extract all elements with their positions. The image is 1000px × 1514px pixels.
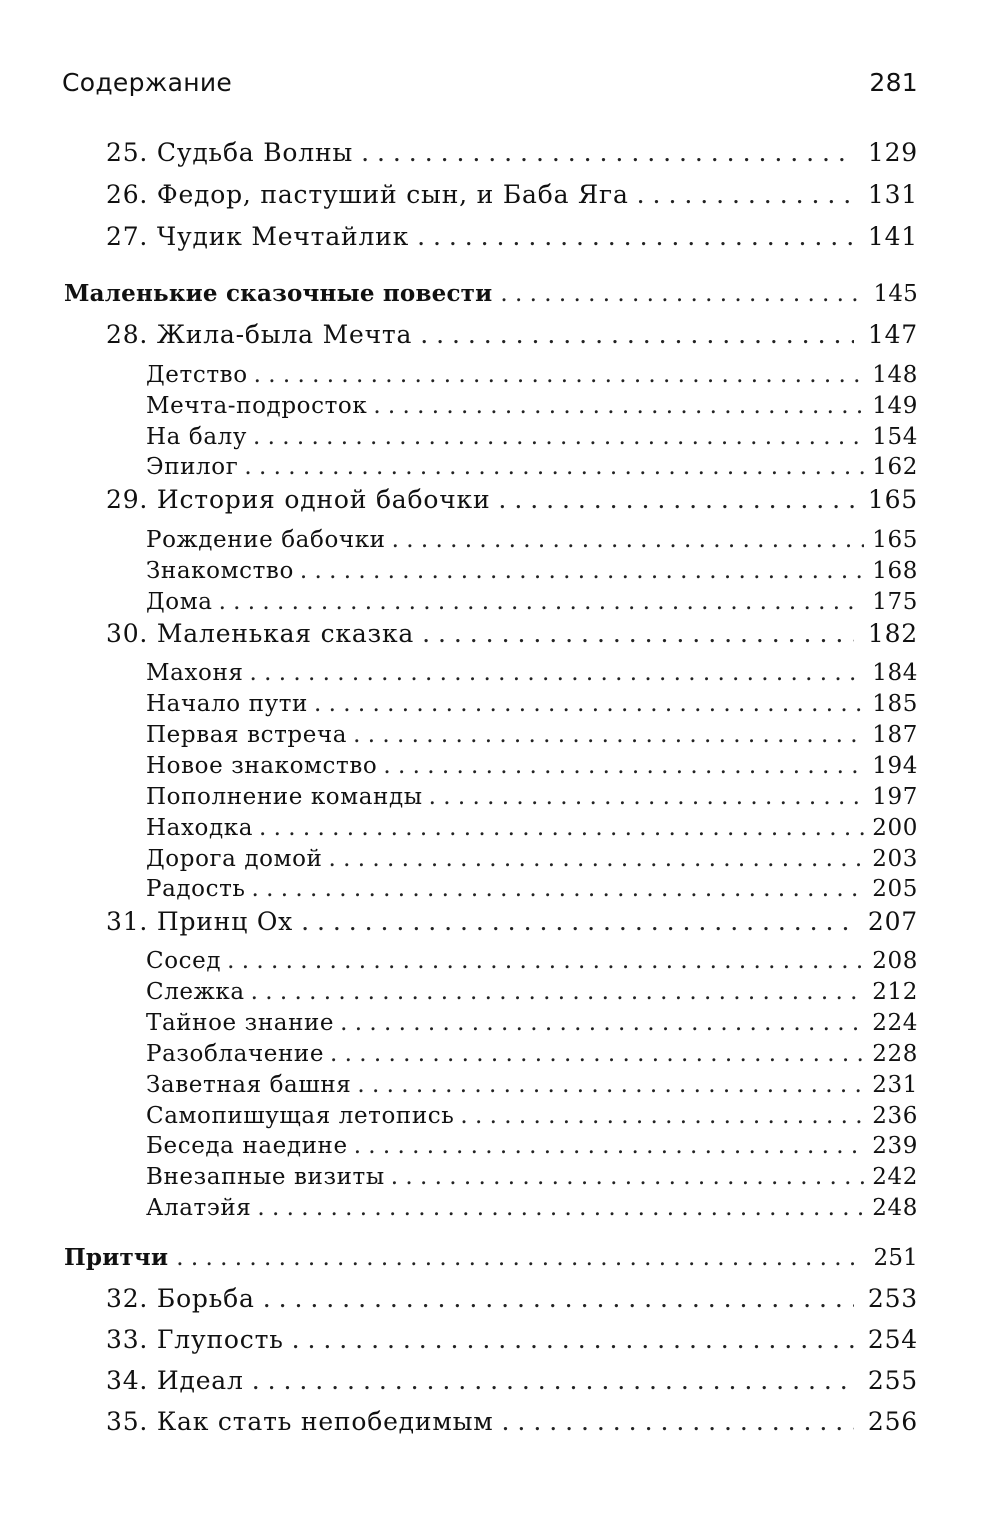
toc-subentry <box>0 523 1000 557</box>
toc-entry-title: Начало пути <box>146 691 308 717</box>
toc-subentry <box>0 687 1000 721</box>
toc-entry-title: 33. Глупость <box>106 1325 284 1354</box>
toc-entry-title: 30. Маленькая сказка <box>106 619 415 648</box>
dot-leader <box>244 450 864 484</box>
toc-entry-page: 228 <box>872 1041 918 1067</box>
toc-entry-title: Заветная башня <box>146 1072 352 1098</box>
toc-subentry <box>0 1191 1000 1225</box>
dot-leader <box>259 811 864 845</box>
toc-subentry <box>0 656 1000 690</box>
toc-entry-title: Знакомство <box>146 558 294 584</box>
dot-leader <box>257 1191 864 1225</box>
toc-entry-page: 207 <box>867 907 918 936</box>
toc-subentry <box>0 585 1000 619</box>
dot-leader <box>252 872 865 906</box>
toc-entry-page: 242 <box>872 1164 918 1190</box>
toc-subentry <box>0 1068 1000 1102</box>
toc-subentry <box>0 1129 1000 1163</box>
toc-entry-title: Детство <box>146 362 248 388</box>
dot-leader <box>314 687 864 721</box>
toc-entry-page: 168 <box>872 558 918 584</box>
toc-subentry <box>0 718 1000 752</box>
toc-entry-page: 254 <box>867 1325 918 1354</box>
toc-entry-page: 165 <box>867 485 918 514</box>
toc-entry-title: Притчи <box>64 1244 169 1271</box>
dot-leader <box>498 483 853 517</box>
toc-entry-page: 239 <box>872 1133 918 1159</box>
dot-leader <box>417 220 854 254</box>
toc-entry-page: 131 <box>867 180 918 209</box>
toc-subentry <box>0 450 1000 484</box>
toc-entry-page: 145 <box>873 281 918 307</box>
dot-leader <box>330 1037 864 1071</box>
toc-entry-title: 32. Борьба <box>106 1284 255 1313</box>
toc-entry-page: 129 <box>867 138 918 167</box>
toc-entry-title: Махоня <box>146 660 244 686</box>
dot-leader <box>429 780 865 814</box>
toc-entry-title: Новое знакомство <box>146 753 378 779</box>
toc-entry-page: 255 <box>867 1366 918 1395</box>
toc-subentry <box>0 1099 1000 1133</box>
toc-entry-title: На балу <box>146 424 247 450</box>
dot-leader <box>252 1364 854 1398</box>
toc-entry-page: 147 <box>867 320 918 349</box>
toc-entry-page: 200 <box>872 815 918 841</box>
toc-entry-page: 253 <box>867 1284 918 1313</box>
toc-entry-title: Внезапные визиты <box>146 1164 385 1190</box>
toc-subentry <box>0 872 1000 906</box>
toc-entry-page: 165 <box>872 527 918 553</box>
toc-entry-title: Алатэйя <box>146 1195 252 1221</box>
toc-entry-page: 154 <box>872 424 918 450</box>
page-title: Содержание <box>62 68 233 97</box>
toc-chapter <box>0 220 1000 254</box>
dot-leader <box>637 178 854 212</box>
toc-subentry <box>0 389 1000 423</box>
toc-entry-title: Мечта-подросток <box>146 393 368 419</box>
toc-entry-page: 187 <box>872 722 918 748</box>
toc-subentry <box>0 842 1000 876</box>
toc-section <box>0 1241 1000 1275</box>
toc-subentry <box>0 358 1000 392</box>
toc-subentry <box>0 944 1000 978</box>
toc-entry-page: 162 <box>872 454 918 480</box>
toc-subentry <box>0 420 1000 454</box>
toc-section <box>0 277 1000 311</box>
toc-entry-title: Находка <box>146 815 254 841</box>
toc-entry-page: 256 <box>867 1407 918 1436</box>
toc-entry-page: 251 <box>873 1245 918 1271</box>
toc-entry-page: 184 <box>872 660 918 686</box>
toc-chapter <box>0 1364 1000 1398</box>
toc-entry-page: 224 <box>872 1010 918 1036</box>
dot-leader <box>422 617 854 651</box>
dot-leader <box>391 1160 865 1194</box>
dot-leader <box>219 585 865 619</box>
toc-entry-title: Разоблачение <box>146 1041 325 1067</box>
toc-entry-page: 149 <box>872 393 918 419</box>
dot-leader <box>383 749 864 783</box>
toc-entry-page: 248 <box>872 1195 918 1221</box>
toc-entry-page: 231 <box>872 1072 918 1098</box>
toc-entry-title: 35. Как стать непобедимым <box>106 1407 494 1436</box>
toc-subentry <box>0 975 1000 1009</box>
dot-leader <box>357 1068 864 1102</box>
toc-entry-title: 29. История одной бабочки <box>106 485 491 514</box>
toc-entry-title: Радость <box>146 876 246 902</box>
dot-leader <box>301 905 854 939</box>
toc-subentry <box>0 749 1000 783</box>
toc-entry-page: 212 <box>872 979 918 1005</box>
dot-leader <box>502 1405 854 1439</box>
toc-entry-page: 185 <box>872 691 918 717</box>
toc-subentry <box>0 1160 1000 1194</box>
dot-leader <box>176 1241 859 1275</box>
toc-chapter <box>0 1282 1000 1316</box>
dot-leader <box>250 656 865 690</box>
dot-leader <box>353 718 864 752</box>
toc-entry-title: Сосед <box>146 948 222 974</box>
toc-entry-page: 182 <box>867 619 918 648</box>
toc-chapter <box>0 483 1000 517</box>
toc-entry-title: Первая встреча <box>146 722 348 748</box>
dot-leader <box>251 975 865 1009</box>
toc-entry-page: 203 <box>872 846 918 872</box>
dot-leader <box>420 318 854 352</box>
dot-leader <box>500 277 859 311</box>
dot-leader <box>340 1006 864 1040</box>
toc-subentry <box>0 554 1000 588</box>
toc-chapter <box>0 178 1000 212</box>
toc-subentry <box>0 1006 1000 1040</box>
toc-chapter <box>0 136 1000 170</box>
toc-subentry <box>0 780 1000 814</box>
dot-leader <box>361 136 854 170</box>
toc-entry-title: Маленькие сказочные повести <box>64 280 493 307</box>
toc-chapter <box>0 905 1000 939</box>
toc-entry-title: 25. Судьба Волны <box>106 138 354 167</box>
dot-leader <box>292 1323 854 1357</box>
toc-subentry <box>0 811 1000 845</box>
toc-entry-page: 141 <box>867 222 918 251</box>
dot-leader <box>328 842 864 876</box>
toc-entry-title: 31. Принц Ох <box>106 907 294 936</box>
toc-entry-title: Самопишущая летопись <box>146 1103 455 1129</box>
dot-leader <box>373 389 864 423</box>
dot-leader <box>227 944 864 978</box>
toc-entry-title: Беседа наедине <box>146 1133 348 1159</box>
dot-leader <box>392 523 865 557</box>
toc-chapter <box>0 318 1000 352</box>
page-number: 281 <box>869 68 918 97</box>
dot-leader <box>254 358 865 392</box>
toc-entry-page: 175 <box>872 589 918 615</box>
toc-entry-title: Дорога домой <box>146 846 323 872</box>
toc-entry-page: 236 <box>872 1103 918 1129</box>
toc-entry-page: 197 <box>872 784 918 810</box>
dot-leader <box>354 1129 865 1163</box>
toc-entry-title: Рождение бабочки <box>146 527 386 553</box>
toc-entry-title: Эпилог <box>146 454 239 480</box>
toc-entry-page: 208 <box>872 948 918 974</box>
toc-chapter <box>0 1323 1000 1357</box>
dot-leader <box>253 420 864 454</box>
dot-leader <box>300 554 864 588</box>
dot-leader <box>460 1099 864 1133</box>
toc-entry-title: 28. Жила-была Мечта <box>106 320 413 349</box>
toc-entry-title: Дома <box>146 589 213 615</box>
toc-entry-title: Слежка <box>146 979 245 1005</box>
toc-entry-title: 34. Идеал <box>106 1366 244 1395</box>
dot-leader <box>263 1282 854 1316</box>
toc-entry-page: 194 <box>872 753 918 779</box>
toc-chapter <box>0 617 1000 651</box>
toc-entry-title: Пополнение команды <box>146 784 423 810</box>
toc-entry-page: 148 <box>872 362 918 388</box>
toc-entry-page: 205 <box>872 876 918 902</box>
toc-entry-title: 26. Федор, пастуший сын, и Баба Яга <box>106 180 629 209</box>
toc-chapter <box>0 1405 1000 1439</box>
toc-entry-title: Тайное знание <box>146 1010 335 1036</box>
toc-entry-title: 27. Чудик Мечтайлик <box>106 222 410 251</box>
toc-subentry <box>0 1037 1000 1071</box>
